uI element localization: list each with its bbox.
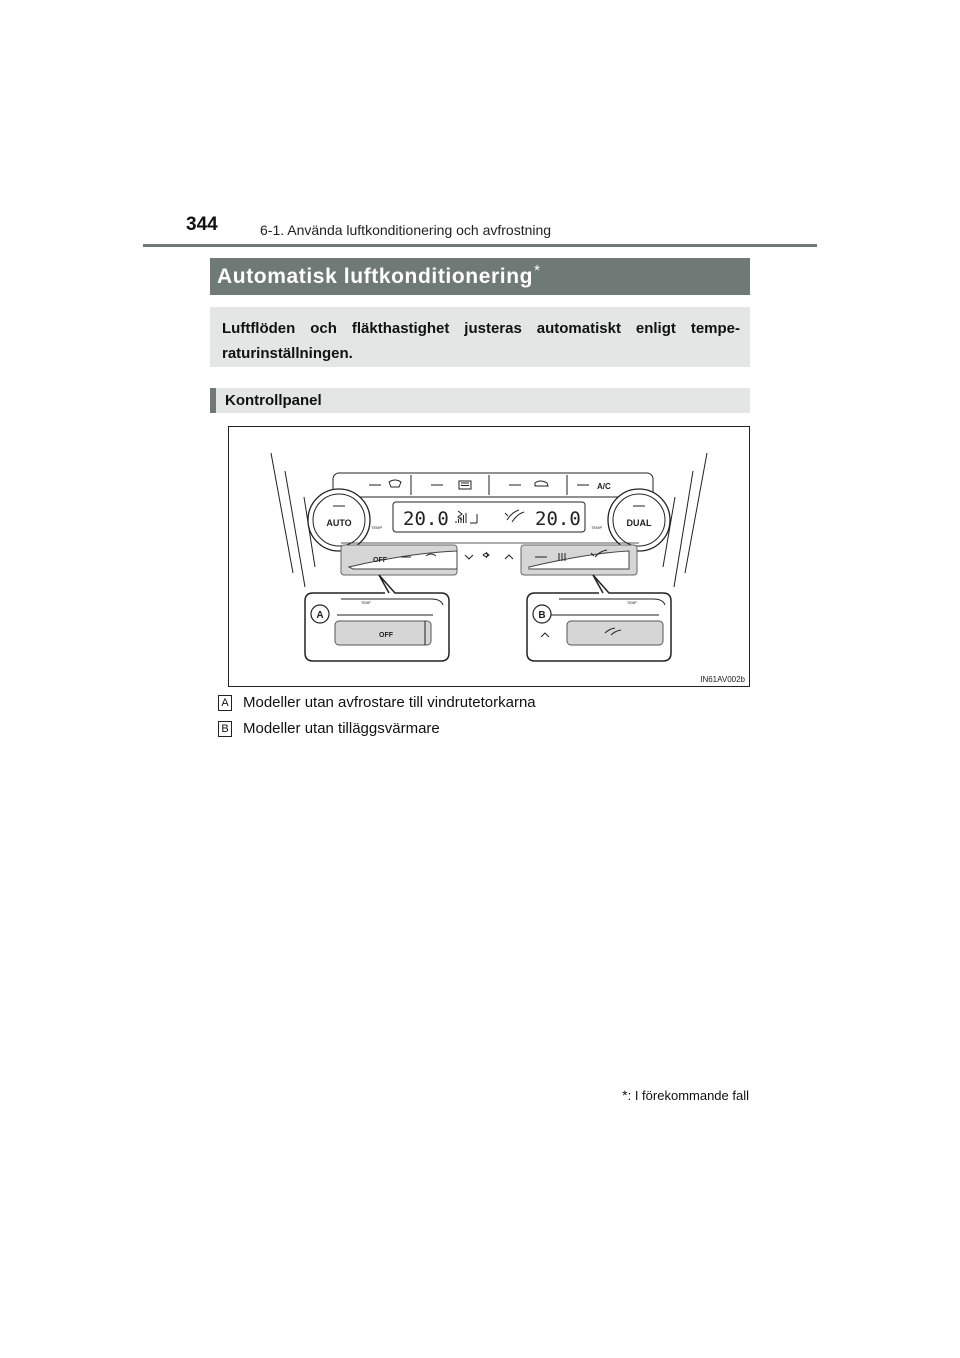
left-temp-readout: 20.0 xyxy=(403,508,449,530)
legend-text-a: Modeller utan avfrostare till vindrutetorkarna xyxy=(243,694,536,711)
legend-letter-a: A xyxy=(218,695,232,711)
fan-down-icon xyxy=(465,555,473,559)
optional-equipment-mark: * xyxy=(534,262,541,279)
header-divider xyxy=(143,244,817,247)
dual-label: DUAL xyxy=(626,518,652,528)
temp-label-right: TEMP xyxy=(591,525,603,530)
legend-letter-b: B xyxy=(218,721,232,737)
ac-label: A/C xyxy=(597,482,611,491)
temp-label-left: TEMP xyxy=(371,525,383,530)
control-panel-figure xyxy=(228,426,750,687)
auto-label: AUTO xyxy=(326,518,352,528)
callout-a-off-label: OFF xyxy=(379,632,393,639)
callout-a-letter: A xyxy=(316,610,324,621)
intro-box: Luftflöden och fläkthastighet justeras automatiskt enligt tempe-raturinställningen. xyxy=(210,307,750,367)
off-button-label: OFF xyxy=(373,557,387,564)
control-panel-illustration xyxy=(229,427,749,686)
fan-up-icon xyxy=(505,555,513,559)
section-title: Automatisk luftkonditionering xyxy=(217,265,534,288)
figure-code: IN61AV002b xyxy=(700,675,745,684)
legend-item-a xyxy=(218,694,536,712)
callout-b-temp: TEMP xyxy=(627,601,637,605)
footnote-text: : I förekommande fall xyxy=(627,1088,749,1103)
page-number: 344 xyxy=(186,214,218,235)
footnote-mark: * xyxy=(622,1087,628,1103)
fan-icon xyxy=(483,552,489,558)
legend-item-b xyxy=(218,720,440,738)
section-title-bar xyxy=(210,258,750,295)
right-temp-readout: 20.0 xyxy=(535,508,581,530)
callout-b-button xyxy=(567,621,663,645)
callout-b-letter: B xyxy=(538,610,546,621)
footnote xyxy=(609,1087,749,1103)
callout-a-temp: TEMP xyxy=(361,601,371,605)
chapter-title: 6-1. Använda luftkonditionering och avfrostning xyxy=(260,222,552,238)
legend-text-b: Modeller utan tilläggsvärmare xyxy=(243,720,440,737)
subsection-title: Kontrollpanel xyxy=(210,388,750,413)
